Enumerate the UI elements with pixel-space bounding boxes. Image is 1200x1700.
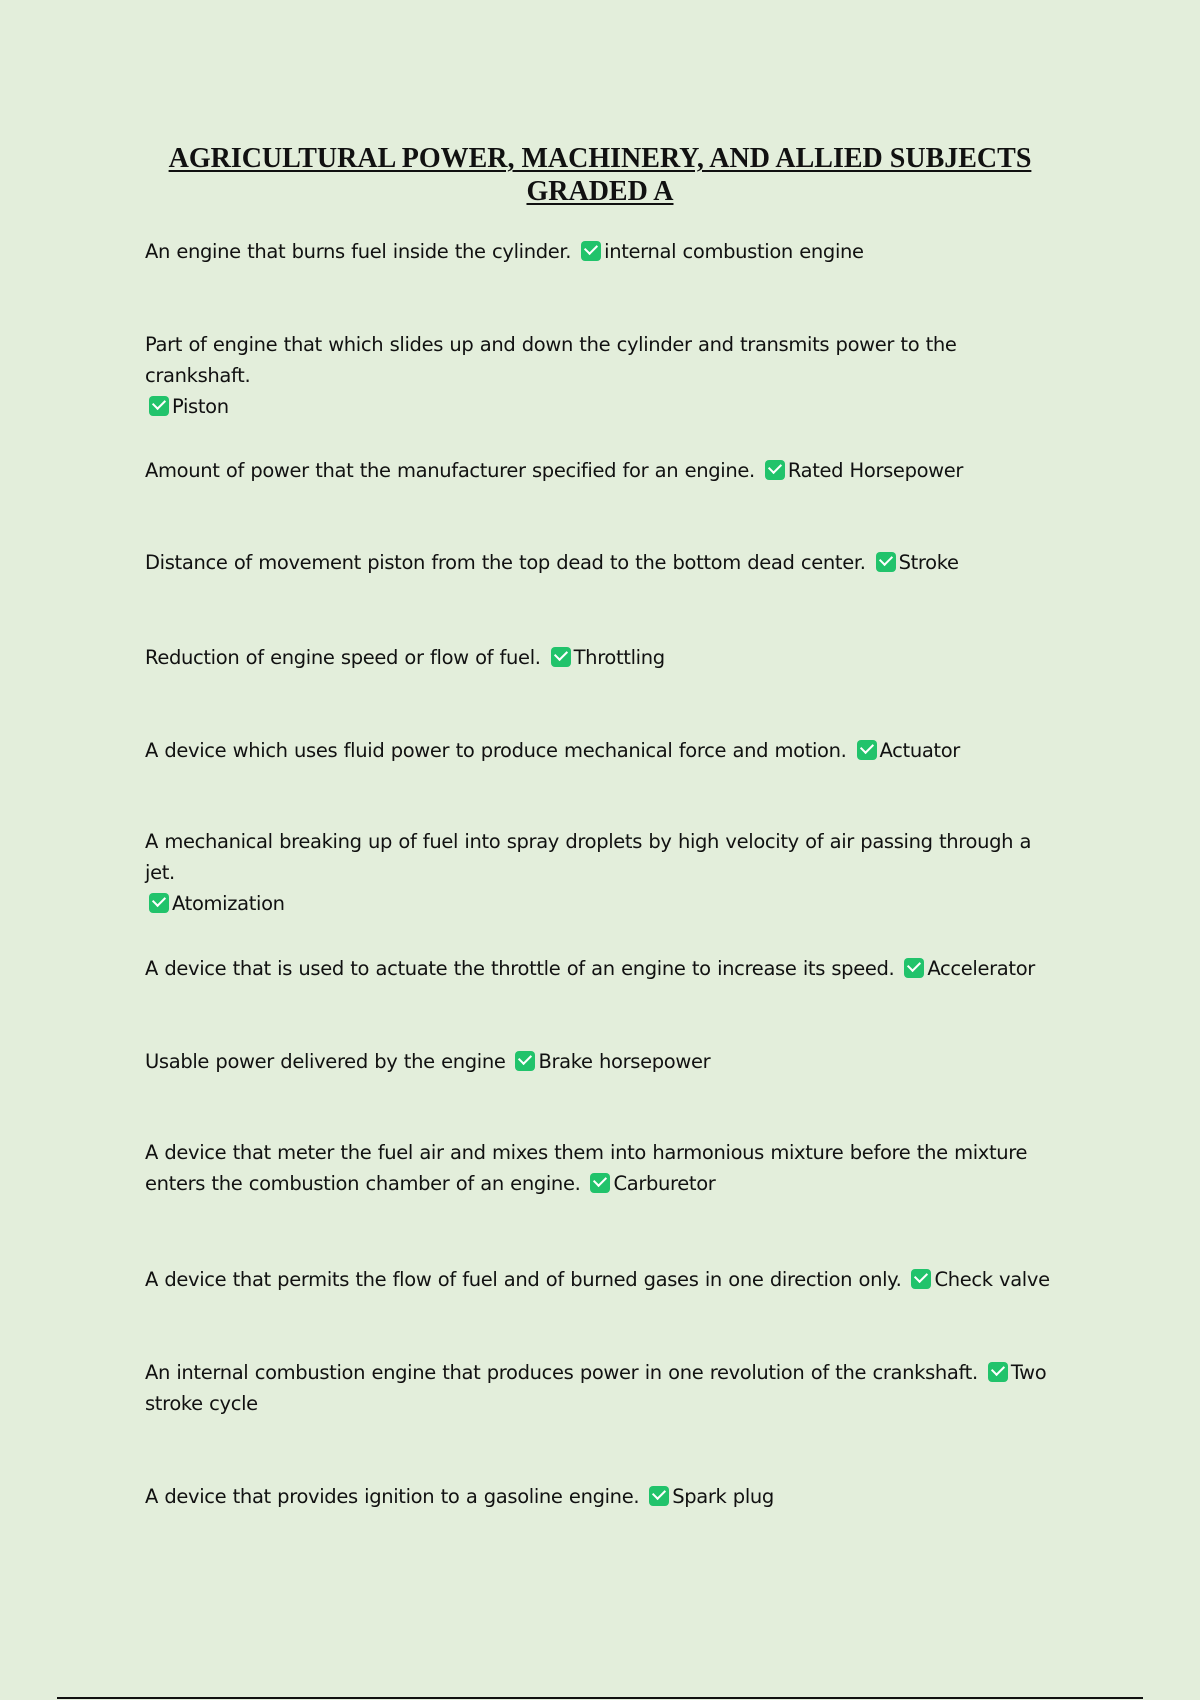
check-icon bbox=[149, 893, 169, 913]
answer-text: Rated Horsepower bbox=[787, 459, 964, 482]
answer-text: Actuator bbox=[879, 739, 960, 762]
question-text: A mechanical breaking up of fuel into spray droplets by high velocity of air passing through a jet. bbox=[145, 830, 1032, 884]
qa-item-4 bbox=[145, 547, 1050, 578]
qa-item-2 bbox=[145, 329, 1050, 422]
question-text: A device that is used to actuate the throttle of an engine to increase its speed. bbox=[145, 957, 895, 980]
question-text: Reduction of engine speed or flow of fuel. bbox=[145, 646, 541, 669]
question-text: Distance of movement piston from the top dead to the bottom dead center. bbox=[145, 551, 866, 574]
check-icon bbox=[765, 460, 785, 480]
answer-text: Accelerator bbox=[927, 957, 1035, 980]
title-line-2: GRADED A bbox=[526, 176, 674, 207]
answer-text: internal combustion engine bbox=[604, 240, 864, 263]
qa-item-11 bbox=[145, 1264, 1050, 1295]
qa-item-5 bbox=[145, 642, 1050, 673]
answer-text: Atomization bbox=[172, 892, 285, 915]
question-text: An internal combustion engine that produces power in one revolution of the crankshaft. bbox=[145, 1361, 978, 1384]
qa-item-13 bbox=[145, 1481, 1050, 1512]
title-line-1: AGRICULTURAL POWER, MACHINERY, AND ALLIED SUBJECTS bbox=[168, 143, 1032, 174]
qa-item-8 bbox=[145, 953, 1050, 984]
question-text: Usable power delivered by the engine bbox=[145, 1050, 506, 1073]
question-text: An engine that burns fuel inside the cylinder. bbox=[145, 240, 572, 263]
answer-text: Check valve bbox=[934, 1268, 1050, 1291]
qa-item-9 bbox=[145, 1046, 1050, 1077]
answer-text: Brake horsepower bbox=[538, 1050, 711, 1073]
qa-item-7 bbox=[145, 826, 1050, 919]
check-icon bbox=[649, 1486, 669, 1506]
check-icon bbox=[515, 1051, 535, 1071]
check-icon bbox=[904, 958, 924, 978]
check-icon bbox=[911, 1269, 931, 1289]
question-text: A device which uses fluid power to produce mechanical force and motion. bbox=[145, 739, 847, 762]
answer-text: Piston bbox=[172, 395, 229, 418]
check-icon bbox=[551, 647, 571, 667]
question-text: A device that permits the flow of fuel and of burned gases in one direction only. bbox=[145, 1268, 902, 1291]
check-icon bbox=[857, 740, 877, 760]
answer-text: Throttling bbox=[573, 646, 665, 669]
qa-item-6 bbox=[145, 735, 1050, 766]
answer-text: Carburetor bbox=[613, 1172, 716, 1195]
check-icon bbox=[149, 396, 169, 416]
page-title bbox=[0, 142, 1200, 208]
footer-rule bbox=[57, 1697, 1143, 1699]
check-icon bbox=[876, 552, 896, 572]
check-icon bbox=[988, 1362, 1008, 1382]
qa-item-1 bbox=[145, 236, 1050, 267]
answer-text: Two stroke cycle bbox=[145, 1361, 1047, 1415]
question-text: A device that meter the fuel air and mixes them into harmonious mixture before the mixture enters the combustion chamber of an engine. bbox=[145, 1141, 1028, 1195]
question-text: Amount of power that the manufacturer specified for an engine. bbox=[145, 459, 755, 482]
answer-text: Spark plug bbox=[672, 1485, 774, 1508]
question-text: A device that provides ignition to a gasoline engine. bbox=[145, 1485, 640, 1508]
answer-text: Stroke bbox=[898, 551, 959, 574]
check-icon bbox=[590, 1173, 610, 1193]
check-icon bbox=[581, 241, 601, 261]
question-text: Part of engine that which slides up and down the cylinder and transmits power to the crankshaft. bbox=[145, 333, 957, 387]
qa-item-3 bbox=[145, 455, 1050, 486]
qa-item-12 bbox=[145, 1357, 1050, 1419]
qa-item-10 bbox=[145, 1137, 1050, 1199]
